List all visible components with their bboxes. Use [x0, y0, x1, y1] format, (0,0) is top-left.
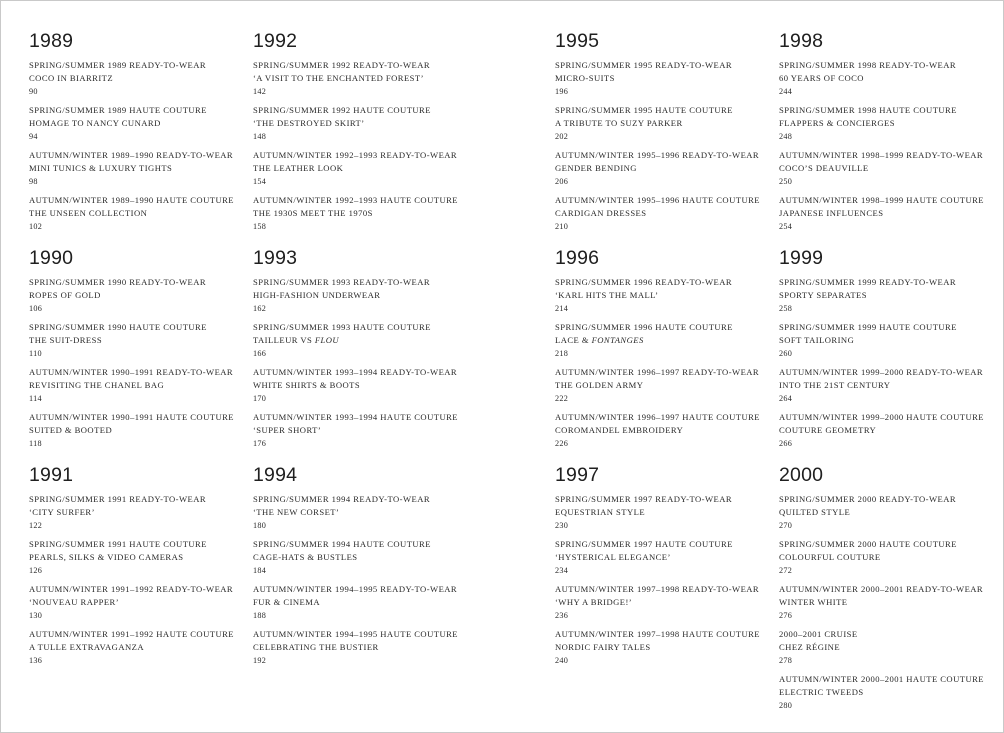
year-section: [253, 463, 473, 680]
page-number: 106: [29, 304, 43, 313]
collection-entry: [779, 538, 999, 583]
collection-entry: [253, 583, 473, 628]
page-number: 110: [29, 349, 42, 358]
collection-season: AUTUMN/WINTER 1995–1996 HAUTE COUTURE: [555, 195, 760, 205]
collection-title: ‘NOUVEAU RAPPER’: [29, 597, 120, 607]
page-number: 176: [253, 439, 267, 448]
collection-entry: [253, 493, 473, 538]
page-number: 240: [555, 656, 569, 665]
collection-season: AUTUMN/WINTER 1998–1999 READY-TO-WEAR: [779, 150, 984, 160]
collection-entry: [555, 493, 775, 538]
collection-season: AUTUMN/WINTER 1992–1993 READY-TO-WEAR: [253, 150, 458, 160]
collection-entry: [29, 493, 249, 538]
collection-season: SPRING/SUMMER 1997 READY-TO-WEAR: [555, 494, 733, 504]
year-section: [555, 463, 775, 680]
page-number: 184: [253, 566, 267, 575]
collection-season: SPRING/SUMMER 1993 READY-TO-WEAR: [253, 277, 431, 287]
collection-title: SOFT TAILORING: [779, 335, 855, 345]
collection-title: SPORTY SEPARATES: [779, 290, 867, 300]
year-heading: 1989: [29, 30, 74, 52]
collection-title: THE SUIT-DRESS: [29, 335, 103, 345]
page-number: 226: [555, 439, 569, 448]
collection-season: SPRING/SUMMER 1991 HAUTE COUTURE: [29, 539, 207, 549]
collection-title: ‘WHY A BRIDGE!’: [555, 597, 633, 607]
collection-title: GENDER BENDING: [555, 163, 637, 173]
page-number: 166: [253, 349, 267, 358]
collection-title: NORDIC FAIRY TALES: [555, 642, 651, 652]
page-number: 258: [779, 304, 793, 313]
collection-entry: [29, 366, 249, 411]
collection-title: SUITED & BOOTED: [29, 425, 113, 435]
page-number: 142: [253, 87, 267, 96]
page-number: 154: [253, 177, 267, 186]
year-section: [555, 29, 775, 246]
collection-season: AUTUMN/WINTER 1998–1999 HAUTE COUTURE: [779, 195, 984, 205]
collection-entry: [779, 366, 999, 411]
collection-title: COROMANDEL EMBROIDERY: [555, 425, 684, 435]
collection-entry: [555, 411, 775, 456]
page-number: 222: [555, 394, 569, 403]
collection-title: PEARLS, SILKS & VIDEO CAMERAS: [29, 552, 184, 562]
year-heading: 1992: [253, 30, 298, 52]
year-heading: 1994: [253, 464, 298, 486]
year-section: [253, 29, 473, 246]
page-number: 210: [555, 222, 569, 231]
collection-season: SPRING/SUMMER 1990 READY-TO-WEAR: [29, 277, 207, 287]
collection-title: TAILLEUR VS FLOU: [253, 335, 340, 345]
year-section: [779, 29, 999, 246]
page-number: 148: [253, 132, 267, 141]
page-number: 276: [779, 611, 793, 620]
collection-title: A TULLE EXTRAVAGANZA: [29, 642, 144, 652]
collection-season: AUTUMN/WINTER 1993–1994 READY-TO-WEAR: [253, 367, 458, 377]
page-number: 214: [555, 304, 569, 313]
collection-entry: [555, 276, 775, 321]
page-number: 254: [779, 222, 793, 231]
page-number: 264: [779, 394, 793, 403]
collection-entry: [779, 321, 999, 366]
collection-season: AUTUMN/WINTER 1997–1998 HAUTE COUTURE: [555, 629, 760, 639]
page-number: 250: [779, 177, 793, 186]
collection-entry: [253, 366, 473, 411]
collection-title: ‘HYSTERICAL ELEGANCE’: [555, 552, 671, 562]
collection-entry: [29, 321, 249, 366]
collection-title: ‘KARL HITS THE MALL’: [555, 290, 659, 300]
collection-entry: [779, 628, 999, 673]
collection-season: AUTUMN/WINTER 1994–1995 HAUTE COUTURE: [253, 629, 458, 639]
collection-entry: [555, 194, 775, 239]
collection-entry: [779, 411, 999, 456]
collection-title: ‘CITY SURFER’: [29, 507, 95, 517]
year-heading: 1999: [779, 247, 824, 269]
year-section: [555, 246, 775, 463]
collection-entry: [253, 104, 473, 149]
contents-column-4: [779, 29, 999, 710]
page-number: 202: [555, 132, 569, 141]
collection-title: FUR & CINEMA: [253, 597, 320, 607]
page-number: 272: [779, 566, 793, 575]
collection-entry: [29, 583, 249, 628]
collection-title: HOMAGE TO NANCY CUNARD: [29, 118, 161, 128]
page-number: 126: [29, 566, 43, 575]
page-number: 230: [555, 521, 569, 530]
collection-season: SPRING/SUMMER 2000 READY-TO-WEAR: [779, 494, 957, 504]
collection-title: WHITE SHIRTS & BOOTS: [253, 380, 361, 390]
collection-entry: [253, 194, 473, 239]
page-number: 218: [555, 349, 569, 358]
page-number: 260: [779, 349, 793, 358]
collection-title: ‘SUPER SHORT’: [253, 425, 322, 435]
collection-season: AUTUMN/WINTER 1989–1990 HAUTE COUTURE: [29, 195, 234, 205]
collection-season: AUTUMN/WINTER 1999–2000 HAUTE COUTURE: [779, 412, 984, 422]
collection-season: SPRING/SUMMER 1995 HAUTE COUTURE: [555, 105, 733, 115]
collection-title: ‘THE NEW CORSET’: [253, 507, 340, 517]
collection-title: FLAPPERS & CONCIERGES: [779, 118, 895, 128]
collection-season: SPRING/SUMMER 1994 HAUTE COUTURE: [253, 539, 431, 549]
collection-season: AUTUMN/WINTER 1990–1991 READY-TO-WEAR: [29, 367, 234, 377]
collection-title: CELEBRATING THE BUSTIER: [253, 642, 379, 652]
page-number: 170: [253, 394, 267, 403]
collection-season: AUTUMN/WINTER 1994–1995 READY-TO-WEAR: [253, 584, 458, 594]
collection-season: AUTUMN/WINTER 1989–1990 READY-TO-WEAR: [29, 150, 234, 160]
collection-entry: [779, 104, 999, 149]
collection-season: SPRING/SUMMER 1999 READY-TO-WEAR: [779, 277, 957, 287]
year-heading: 1991: [29, 464, 74, 486]
collection-season: SPRING/SUMMER 1993 HAUTE COUTURE: [253, 322, 431, 332]
collection-entry: [253, 59, 473, 104]
collection-entry: [555, 538, 775, 583]
page-number: 270: [779, 521, 793, 530]
collection-entry: [555, 149, 775, 194]
collection-entry: [779, 149, 999, 194]
collection-title: ELECTRIC TWEEDS: [779, 687, 864, 697]
collection-entry: [29, 149, 249, 194]
collection-entry: [555, 583, 775, 628]
collection-season: AUTUMN/WINTER 1996–1997 READY-TO-WEAR: [555, 367, 760, 377]
page-number: 118: [29, 439, 42, 448]
collection-season: SPRING/SUMMER 1997 HAUTE COUTURE: [555, 539, 733, 549]
page-number: 130: [29, 611, 43, 620]
collection-entry: [29, 276, 249, 321]
page-number: 196: [555, 87, 569, 96]
collection-title: THE GOLDEN ARMY: [555, 380, 644, 390]
collection-title: EQUESTRIAN STYLE: [555, 507, 646, 517]
collection-season: AUTUMN/WINTER 1991–1992 HAUTE COUTURE: [29, 629, 234, 639]
year-section: [253, 246, 473, 463]
collection-entry: [555, 321, 775, 366]
collection-title: MINI TUNICS & LUXURY TIGHTS: [29, 163, 173, 173]
collection-title: ‘THE DESTROYED SKIRT’: [253, 118, 365, 128]
year-heading: 1998: [779, 30, 824, 52]
contents-column-3: [555, 29, 775, 680]
collection-season: SPRING/SUMMER 1992 HAUTE COUTURE: [253, 105, 431, 115]
collection-entry: [253, 411, 473, 456]
year-heading: 2000: [779, 464, 824, 486]
collection-season: SPRING/SUMMER 1999 HAUTE COUTURE: [779, 322, 957, 332]
collection-title: COLOURFUL COUTURE: [779, 552, 881, 562]
collection-entry: [779, 583, 999, 628]
page-number: 280: [779, 701, 793, 710]
collection-entry: [253, 628, 473, 673]
collection-season: AUTUMN/WINTER 2000–2001 READY-TO-WEAR: [779, 584, 984, 594]
collection-title: HIGH-FASHION UNDERWEAR: [253, 290, 381, 300]
page-number: 114: [29, 394, 42, 403]
collection-title: CAGE-HATS & BUSTLES: [253, 552, 358, 562]
collection-season: AUTUMN/WINTER 1990–1991 HAUTE COUTURE: [29, 412, 234, 422]
page-number: 158: [253, 222, 267, 231]
page-number: 98: [29, 177, 38, 186]
page-number: 278: [779, 656, 793, 665]
year-section: [779, 463, 999, 710]
collection-title: CARDIGAN DRESSES: [555, 208, 647, 218]
collection-entry: [779, 673, 999, 718]
page-number: 248: [779, 132, 793, 141]
collection-season: SPRING/SUMMER 1994 READY-TO-WEAR: [253, 494, 431, 504]
collection-title: CHEZ RÉGINE: [779, 642, 841, 652]
year-section: [29, 463, 249, 680]
collection-entry: [29, 194, 249, 239]
page-number: 244: [779, 87, 793, 96]
year-heading: 1993: [253, 247, 298, 269]
collection-season: SPRING/SUMMER 1989 HAUTE COUTURE: [29, 105, 207, 115]
collection-entry: [555, 366, 775, 411]
collection-title: MICRO-SUITS: [555, 73, 615, 83]
collection-title: LACE & FONTANGES: [555, 335, 644, 345]
page-number: 122: [29, 521, 43, 530]
year-section: [779, 246, 999, 463]
year-heading: 1990: [29, 247, 74, 269]
collection-entry: [555, 59, 775, 104]
collection-entry: [555, 628, 775, 673]
collection-title: REVISITING THE CHANEL BAG: [29, 380, 165, 390]
page-number: 234: [555, 566, 569, 575]
year-section: [29, 246, 249, 463]
contents-column-1: [29, 29, 249, 680]
year-heading: 1996: [555, 247, 600, 269]
collection-title: A TRIBUTE TO SUZY PARKER: [555, 118, 683, 128]
collection-season: SPRING/SUMMER 1996 HAUTE COUTURE: [555, 322, 733, 332]
page-number: 188: [253, 611, 267, 620]
page-number: 162: [253, 304, 267, 313]
collection-title: INTO THE 21ST CENTURY: [779, 380, 891, 390]
collection-season: AUTUMN/WINTER 1991–1992 READY-TO-WEAR: [29, 584, 234, 594]
collection-title: ‘A VISIT TO THE ENCHANTED FOREST’: [253, 73, 424, 83]
collection-season: SPRING/SUMMER 1990 HAUTE COUTURE: [29, 322, 207, 332]
collection-season: AUTUMN/WINTER 2000–2001 HAUTE COUTURE: [779, 674, 984, 684]
collection-entry: [253, 321, 473, 366]
collection-title: COCO IN BIARRITZ: [29, 73, 114, 83]
page-number: 94: [29, 132, 38, 141]
collection-season: SPRING/SUMMER 1991 READY-TO-WEAR: [29, 494, 207, 504]
page-number: 266: [779, 439, 793, 448]
collection-season: SPRING/SUMMER 2000 HAUTE COUTURE: [779, 539, 957, 549]
collection-season: 2000–2001 CRUISE: [779, 629, 858, 639]
collection-entry: [779, 59, 999, 104]
collection-title: QUILTED STYLE: [779, 507, 851, 517]
collection-season: AUTUMN/WINTER 1997–1998 READY-TO-WEAR: [555, 584, 760, 594]
page-number: 180: [253, 521, 267, 530]
collection-season: SPRING/SUMMER 1989 READY-TO-WEAR: [29, 60, 207, 70]
collection-season: AUTUMN/WINTER 1992–1993 HAUTE COUTURE: [253, 195, 458, 205]
contents-column-2: [253, 29, 473, 680]
collection-season: SPRING/SUMMER 1998 HAUTE COUTURE: [779, 105, 957, 115]
collection-season: SPRING/SUMMER 1998 READY-TO-WEAR: [779, 60, 957, 70]
collection-season: AUTUMN/WINTER 1993–1994 HAUTE COUTURE: [253, 412, 458, 422]
collection-entry: [29, 628, 249, 673]
collection-entry: [555, 104, 775, 149]
page-number: 192: [253, 656, 267, 665]
collection-season: SPRING/SUMMER 1995 READY-TO-WEAR: [555, 60, 733, 70]
collection-entry: [29, 538, 249, 583]
collection-season: SPRING/SUMMER 1992 READY-TO-WEAR: [253, 60, 431, 70]
page-number: 102: [29, 222, 43, 231]
collection-entry: [779, 276, 999, 321]
collection-entry: [779, 493, 999, 538]
collection-entry: [29, 59, 249, 104]
collection-entry: [253, 149, 473, 194]
collection-title: THE 1930S MEET THE 1970S: [253, 208, 373, 218]
collection-title: JAPANESE INFLUENCES: [779, 208, 884, 218]
page-number: 236: [555, 611, 569, 620]
page-number: 90: [29, 87, 38, 96]
collection-season: AUTUMN/WINTER 1996–1997 HAUTE COUTURE: [555, 412, 760, 422]
year-heading: 1995: [555, 30, 600, 52]
collection-title: THE UNSEEN COLLECTION: [29, 208, 148, 218]
collection-season: AUTUMN/WINTER 1995–1996 READY-TO-WEAR: [555, 150, 760, 160]
collection-entry: [253, 538, 473, 583]
collection-title: COUTURE GEOMETRY: [779, 425, 877, 435]
collection-entry: [29, 411, 249, 456]
collection-title: COCO’S DEAUVILLE: [779, 163, 869, 173]
collection-title: WINTER WHITE: [779, 597, 848, 607]
year-section: [29, 29, 249, 246]
collection-title: ROPES OF GOLD: [29, 290, 101, 300]
collection-season: AUTUMN/WINTER 1999–2000 READY-TO-WEAR: [779, 367, 984, 377]
page-number: 136: [29, 656, 43, 665]
collection-entry: [29, 104, 249, 149]
collection-title: THE LEATHER LOOK: [253, 163, 344, 173]
page-number: 206: [555, 177, 569, 186]
collection-entry: [253, 276, 473, 321]
collection-entry: [779, 194, 999, 239]
collection-title: 60 YEARS OF COCO: [779, 73, 864, 83]
year-heading: 1997: [555, 464, 600, 486]
collection-season: SPRING/SUMMER 1996 READY-TO-WEAR: [555, 277, 733, 287]
